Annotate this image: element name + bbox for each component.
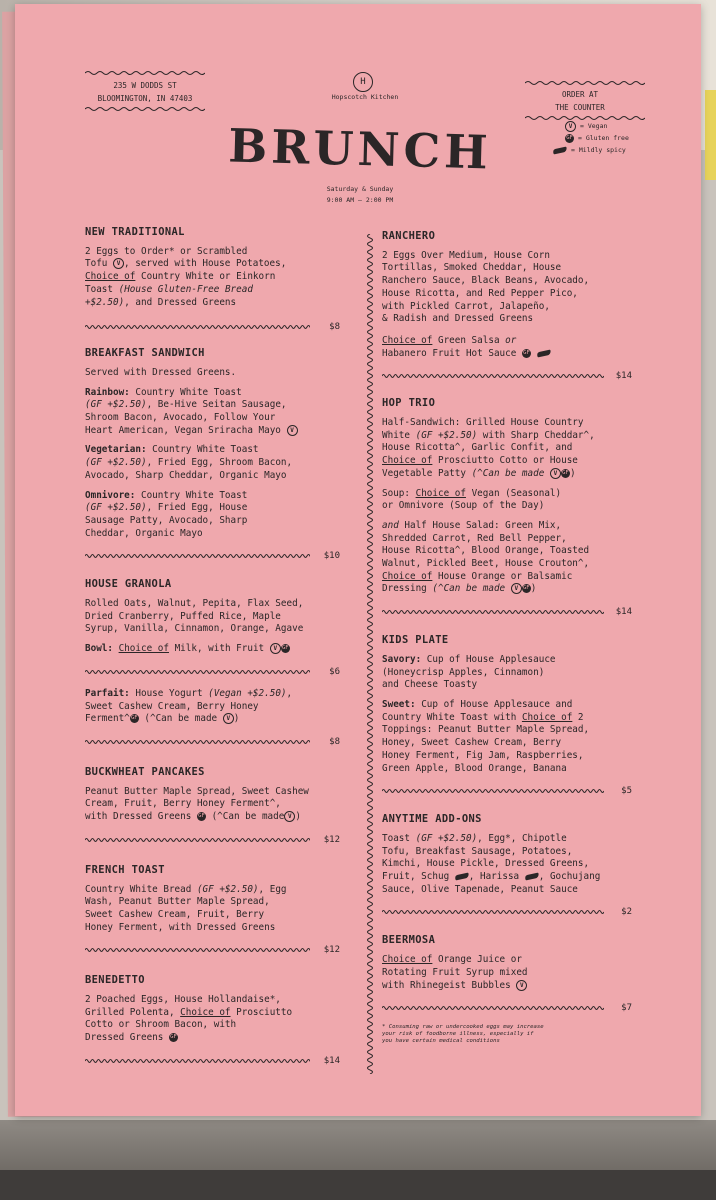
vegan-icon: V <box>113 258 124 269</box>
desc-text: Tofu <box>85 258 108 270</box>
desc-text: (GF +$2.50) <box>85 502 147 514</box>
desc-line: Tofu, Breakfast Sausage, Potatoes, <box>382 845 573 857</box>
choice-of: Choice of <box>382 455 433 467</box>
option-label: Rainbow: <box>85 386 130 398</box>
desc-text: , Gochujang <box>538 871 601 883</box>
option-rainbow <box>85 387 340 438</box>
desc-text: ) <box>530 583 537 595</box>
option-savory <box>382 654 632 692</box>
desc-line: (Honeycrisp Apples, Cinnamon) <box>382 666 545 678</box>
option-parfait <box>85 688 340 726</box>
item-price: $5 <box>621 786 632 797</box>
desc-line: House Ricotta, and Red Pepper Pico, <box>382 287 578 299</box>
desc-line: Shredded Carrot, Red Bell Pepper, <box>382 532 567 544</box>
item-title: FRENCH TOAST <box>85 863 165 876</box>
desc-text: (Vegan +$2.50) <box>208 687 287 699</box>
item-title: BUCKWHEAT PANCAKES <box>85 765 205 778</box>
wavy-rule <box>382 609 604 615</box>
item-intro: Served with Dressed Greens. <box>85 366 237 378</box>
gluten-free-icon: GF <box>170 1034 177 1041</box>
choice-of: Choice of <box>382 334 433 346</box>
item-description <box>85 598 340 636</box>
gluten-free-icon: GF <box>562 469 569 476</box>
item-price: $14 <box>615 371 632 382</box>
desc-text: Green Salsa <box>432 334 506 346</box>
choice-of: Choice of <box>382 570 433 582</box>
desc-text: Dressing <box>382 583 433 595</box>
wavy-rule <box>382 788 604 794</box>
gluten-free-icon: GF <box>522 585 530 592</box>
service-time: 9:00 AM – 2:00 PM <box>326 196 394 204</box>
item-title: KIDS PLATE <box>382 634 449 647</box>
restaurant-name: Hopscotch Kitchen <box>331 93 399 101</box>
menu-sheet <box>15 4 701 1116</box>
desc-text: Vegetable Patty <box>382 467 472 479</box>
choice-of: Choice of <box>85 271 136 283</box>
desc-text: , Egg*, Chipotle <box>477 832 567 844</box>
wavy-rule <box>382 373 604 379</box>
item-title: NEW TRADITIONAL <box>85 226 185 238</box>
wavy-rule <box>85 553 310 559</box>
wavy-rule <box>85 106 205 112</box>
desc-text: , Be-Hive Seitan Sausage, <box>146 399 287 411</box>
choice-of: Choice of <box>118 643 169 655</box>
desc-line: Green Apple, Blood Orange, Banana <box>382 762 567 774</box>
desc-text: , Egg <box>258 883 287 895</box>
item-description <box>85 246 340 310</box>
desc-text: +$2.50) <box>85 296 125 308</box>
desc-text: (GF +$2.50) <box>415 832 478 844</box>
vegan-icon: V <box>287 425 298 436</box>
desc-line: Cream, Fruit, Berry Honey Ferment^, <box>85 798 281 810</box>
option-label: Vegetarian: <box>85 444 147 456</box>
desc-text: (^Can be made <box>471 467 545 479</box>
address-line-2: BLOOMINGTON, IN 47403 <box>97 94 193 103</box>
vegan-icon: V <box>516 980 527 991</box>
desc-line: Shroom Bacon, Avocado, Follow Your <box>85 412 276 424</box>
item-price: $2 <box>621 907 632 918</box>
background-object <box>705 90 716 180</box>
desc-text: Country White Toast <box>146 444 259 456</box>
desc-text: Soup: <box>382 487 416 499</box>
desc-line: Rolled Oats, Walnut, Pepita, Flax Seed, <box>85 598 304 610</box>
option-vegetarian <box>85 444 340 482</box>
desc-text: Country White Toast <box>129 386 242 398</box>
wavy-rule <box>85 837 310 843</box>
chili-pepper-icon <box>536 349 551 357</box>
raw-egg-disclaimer: * Consuming raw or undercooked eggs may increase your risk of foodborne illness, especially if you have certain medical conditions <box>382 1024 544 1045</box>
item-title: BREAKFAST SANDWICH <box>85 347 205 360</box>
price-row <box>382 906 632 920</box>
desc-line: Tortillas, Smoked Cheddar, House <box>382 262 562 274</box>
desc-line <box>85 258 340 271</box>
price-row <box>382 606 632 620</box>
desc-text: , served with House Potatoes, <box>124 258 287 270</box>
desc-text: with Sharp Cheddar^, <box>477 429 595 441</box>
desc-text: White <box>382 429 416 441</box>
desc-line: House Ricotta^, Garlic Confit, and <box>382 442 573 454</box>
desc-line: Toppings: Peanut Butter Maple Spread, <box>382 724 590 736</box>
desc-text: (GF +$2.50) <box>196 883 259 895</box>
desc-text: with Rhinegeist Bubbles <box>382 979 511 991</box>
chili-pepper-icon <box>454 873 469 881</box>
address-line-1: 235 W DODDS ST <box>113 81 177 90</box>
price-row <box>382 785 632 799</box>
desc-line: Cotto or Shroom Bacon, with <box>85 1019 237 1031</box>
background-floor <box>0 1170 716 1200</box>
desc-line: Honey Ferment, Fig Jam, Raspberries, <box>382 749 584 761</box>
menu-item-breakfast-sandwich <box>85 347 340 564</box>
desc-text: Toast <box>382 832 416 844</box>
menu-title: BRUNCH <box>227 118 493 180</box>
desc-text: Country White Bread <box>85 883 197 895</box>
gluten-free-icon: GF <box>523 349 530 356</box>
desc-line <box>85 271 340 284</box>
order-line-1: ORDER AT <box>561 90 599 99</box>
desc-text: or <box>505 334 517 346</box>
desc-line: 2 Poached Eggs, House Hollandaise*, <box>85 994 281 1006</box>
desc-text: Cup of House Applesauce <box>421 653 556 665</box>
item-title: HOUSE GRANOLA <box>85 578 172 591</box>
wavy-rule <box>85 669 310 675</box>
desc-line: House Ricotta^, Blood Orange, Toasted <box>382 545 590 557</box>
item-price: $6 <box>329 666 340 677</box>
desc-line: & Radish and Dressed Greens <box>382 313 534 325</box>
desc-text: Country White Toast <box>135 489 248 501</box>
desc-text: (^Can be made <box>432 583 506 595</box>
menu-item-new-traditional <box>85 226 340 335</box>
desc-line: Sauce, Olive Tapenade, Peanut Sauce <box>382 883 578 895</box>
wavy-rule <box>525 80 645 86</box>
item-price: $14 <box>323 1055 340 1066</box>
desc-text: ) <box>233 713 240 725</box>
item-price: $7 <box>621 1003 632 1014</box>
desc-text: ) <box>569 467 576 479</box>
column-divider <box>365 234 375 1074</box>
desc-text: (GF +$2.50) <box>85 457 147 469</box>
desc-text: Fruit, Schug <box>382 871 450 883</box>
desc-text: Country White Toast with <box>382 711 522 723</box>
option-label: Savory: <box>382 653 422 665</box>
wavy-rule <box>85 70 205 76</box>
desc-line: with Pickled Carrot, Jalapeño, <box>382 300 550 312</box>
menu-item-ranchero <box>382 230 632 384</box>
item-title: HOP TRIO <box>382 397 436 410</box>
price-row <box>85 1055 340 1069</box>
chili-pepper-icon <box>524 873 539 881</box>
price-row <box>85 550 340 564</box>
item-price: $14 <box>615 607 632 618</box>
desc-line: Rotating Fruit Syrup mixed <box>382 966 528 978</box>
menu-item-kids-plate <box>382 634 632 799</box>
desc-text: House Orange or Balsamic <box>432 570 573 582</box>
address <box>85 70 205 112</box>
vegan-icon: V <box>511 583 522 594</box>
desc-text: (^Can be made <box>138 713 223 725</box>
choice-of: Choice of <box>180 1006 231 1018</box>
desc-text: Toast <box>85 283 119 295</box>
item-title: RANCHERO <box>382 230 436 242</box>
desc-line: Avocado, Sharp Cheddar, Organic Mayo <box>85 469 287 481</box>
item-title: BENEDETTO <box>85 974 145 987</box>
desc-text: with Dressed Greens <box>85 811 192 823</box>
desc-text: 2 <box>572 711 584 723</box>
option-label: Bowl: <box>85 643 113 655</box>
desc-text: Half House Salad: Green Mix, <box>398 519 562 531</box>
desc-line: and Cheese Toasty <box>382 679 478 691</box>
desc-text: Dressed Greens <box>85 1032 164 1044</box>
gluten-free-icon: GF <box>130 715 138 722</box>
desc-line: Dried Cranberry, Puffed Rice, Maple <box>85 610 281 622</box>
item-price: $10 <box>323 551 340 562</box>
desc-text: Prosciutto <box>230 1006 293 1018</box>
vegan-icon: V <box>270 643 281 654</box>
price-row <box>382 370 632 384</box>
desc-text: Prosciutto Cotto or House <box>432 455 578 467</box>
logo-icon: H <box>353 72 373 92</box>
desc-text: , Harissa <box>468 871 520 883</box>
menu-item-hop-trio <box>382 397 632 620</box>
vegan-icon: V <box>223 713 234 724</box>
desc-text: Cup of House Applesauce and <box>415 698 573 710</box>
price-row <box>85 736 340 750</box>
desc-line: Ranchero Sauce, Black Beans, Avocado, <box>382 275 590 287</box>
desc-line: 2 Eggs to Order* or Scrambled <box>85 245 248 257</box>
legend-spicy: = Mildly spicy <box>571 146 626 154</box>
price-row <box>85 944 340 958</box>
price-row <box>85 666 340 680</box>
choice-of: Choice of <box>415 487 466 499</box>
legend-gluten-free: = Gluten free <box>578 134 629 142</box>
gluten-free-icon: GF <box>281 645 289 652</box>
desc-line: 2 Eggs Over Medium, House Corn <box>382 249 550 261</box>
service-hours <box>285 184 435 206</box>
desc-text: (GF +$2.50) <box>85 399 147 411</box>
menu-item-buckwheat-pancakes <box>85 766 340 848</box>
menu-item-beermosa <box>382 934 632 1045</box>
option-label: Parfait: <box>85 687 130 699</box>
desc-line: Half-Sandwich: Grilled House Country <box>382 417 584 429</box>
item-price: $12 <box>323 834 340 845</box>
price-row <box>382 1002 632 1016</box>
order-line-2: THE COUNTER <box>555 103 605 112</box>
option-sweet <box>382 699 632 775</box>
item-title: ANYTIME ADD-ONS <box>382 813 482 826</box>
wavy-rule <box>85 1058 310 1064</box>
desc-text: , and Dressed Greens <box>124 296 237 308</box>
desc-text: (House Gluten-Free Bread <box>118 283 253 295</box>
desc-text: , <box>286 687 293 699</box>
option-bowl <box>85 643 340 656</box>
wavy-rule <box>85 947 310 953</box>
item-price: $8 <box>329 736 340 747</box>
desc-text: , Fried Egg, House <box>146 502 248 514</box>
wavy-rule <box>382 909 604 915</box>
desc-text: Orange Juice or <box>432 954 522 966</box>
desc-line: Sausage Patty, Avocado, Sharp <box>85 514 248 526</box>
item-title: BEERMOSA <box>382 934 436 947</box>
desc-line: Kimchi, House Pickle, Dressed Greens, <box>382 858 590 870</box>
choice-of: Choice of <box>382 954 433 966</box>
desc-text: Ferment^ <box>85 713 130 725</box>
vegan-icon: V <box>565 121 576 132</box>
menu-item-benedetto <box>85 974 340 1069</box>
desc-text: Habanero Fruit Hot Sauce <box>382 347 517 359</box>
sauce-choice <box>382 335 632 360</box>
price-row <box>85 834 340 848</box>
option-label: Omnivore: <box>85 489 136 501</box>
menu-item-french-toast <box>85 864 340 959</box>
desc-line <box>85 297 340 310</box>
desc-text: (^Can be made <box>205 811 285 823</box>
desc-text: Country White or Einkorn <box>135 271 276 283</box>
desc-line: or Omnivore (Soup of the Day) <box>382 500 545 512</box>
desc-line: Honey Ferment, with Dressed Greens <box>85 921 276 933</box>
vegan-icon: V <box>284 811 295 822</box>
option-omnivore <box>85 490 340 541</box>
desc-text: ) <box>295 811 301 823</box>
legend-vegan: = Vegan <box>580 122 608 130</box>
desc-line: Syrup, Vanilla, Cinnamon, Orange, Agave <box>85 623 304 635</box>
soup-choice <box>382 488 632 513</box>
desc-line: Sweet Cashew Cream, Fruit, Berry <box>85 908 265 920</box>
desc-line <box>85 284 340 297</box>
desc-line: Walnut, Pickled Beet, House Crouton^, <box>382 558 590 570</box>
order-note <box>525 80 635 121</box>
desc-text: Heart American, Vegan Sriracha Mayo <box>85 424 281 436</box>
desc-text: , Fried Egg, Shroom Bacon, <box>146 457 293 469</box>
dietary-legend <box>565 120 685 156</box>
gluten-free-icon: GF <box>198 813 205 820</box>
desc-line: Peanut Butter Maple Spread, Sweet Cashew <box>85 785 309 797</box>
choice-of: Choice of <box>521 711 573 723</box>
item-price: $12 <box>323 945 340 956</box>
chili-pepper-icon <box>553 146 568 154</box>
service-days: Saturday & Sunday <box>326 185 394 193</box>
wavy-rule <box>382 1005 604 1011</box>
price-row <box>85 321 340 335</box>
item-price: $8 <box>329 322 340 333</box>
vegan-icon: V <box>550 468 561 479</box>
wavy-rule <box>85 324 310 330</box>
left-column <box>85 226 340 1069</box>
gluten-free-icon: GF <box>566 134 573 141</box>
desc-text: and <box>382 519 399 531</box>
desc-line: Wash, Peanut Butter Maple Spread, <box>85 896 270 908</box>
desc-text: Milk, with Fruit <box>168 643 265 655</box>
desc-text: House Yogurt <box>129 687 209 699</box>
wavy-rule <box>85 739 310 745</box>
desc-line: Sweet Cashew Cream, Berry Honey <box>85 700 259 712</box>
desc-text: Grilled Polenta, <box>85 1006 181 1018</box>
desc-line: Honey, Sweet Cashew Cream, Berry <box>382 737 562 749</box>
right-column <box>382 230 632 1045</box>
menu-item-house-granola <box>85 578 340 750</box>
option-label: Sweet: <box>382 698 416 710</box>
desc-text: (GF +$2.50) <box>415 429 478 441</box>
desc-line: Cheddar, Organic Mayo <box>85 527 203 539</box>
menu-item-anytime-add-ons <box>382 813 632 920</box>
desc-text: Vegan (Seasonal) <box>465 487 562 499</box>
salad-description <box>382 520 632 596</box>
